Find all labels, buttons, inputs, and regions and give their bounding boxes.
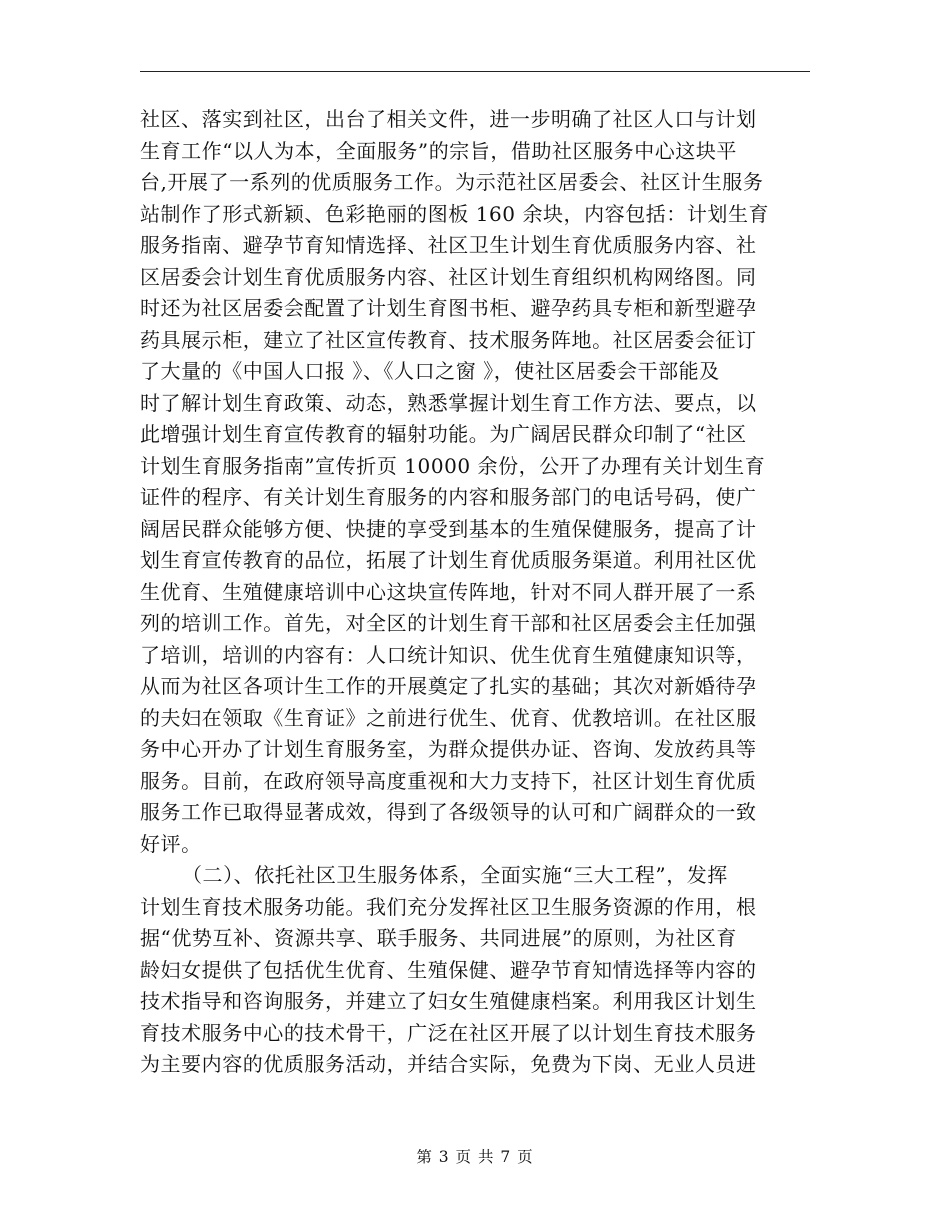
text-line: 龄妇女提供了包括优生优育、生殖保健、避孕节育知情选择等内容的: [140, 957, 757, 982]
text-line: 服务。目前，在政府领导高度重视和大力支持下，社区计划生育优质: [140, 768, 757, 793]
text-line: 为主要内容的优质服务活动，并结合实际，免费为下岗、无业人员进: [140, 1052, 757, 1076]
text-line: 划生育宣传教育的品位，拓展了计划生育优质服务渠道。利用社区优: [140, 548, 757, 572]
text-line: 的夫妇在领取《生育证》之前进行优生、优育、优教培训。在社区服: [140, 705, 757, 730]
text-line: 阔居民群众能够方便、快捷的享受到基本的生殖保健服务，提高了计: [140, 516, 757, 541]
text-line: 时还为社区居委会配置了计划生育图书柜、避孕药具专柜和新型避孕: [140, 296, 757, 320]
text-line: 区居委会计划生育优质服务内容、社区计划生育组织机构网络图。同: [140, 264, 757, 289]
text-line: 列的培训工作。首先，对全区的计划生育干部和社区居委会主任加强: [140, 611, 757, 635]
text-line: 据“优势互补、资源共享、联手服务、共同进展”的原则，为社区育: [140, 926, 737, 950]
text-line: 育技术服务中心的技术骨干，广泛在社区开展了以计划生育技术服务: [140, 1020, 757, 1045]
text-line: 务中心开办了计划生育服务室，为群众提供办证、咨询、发放药具等: [140, 737, 757, 761]
body-text: [140, 104, 820, 1081]
header-rule: [140, 71, 810, 72]
text-line: 好评。: [140, 831, 202, 856]
text-line: 了大量的《中国人口报 》、《人口之窗 》，使社区居委会干部能及: [140, 359, 720, 383]
page-number-footer: 第 3 页 共 7 页: [416, 1148, 534, 1166]
text-line: 生优育、生殖健康培训中心这块宣传阵地，针对不同人群开展了一系: [140, 579, 757, 604]
text-line: 此增强计划生育宣传教育的辐射功能。为广阔居民群众印制了“社区: [140, 422, 747, 446]
text-line: 服务工作已取得显著成效，得到了各级领导的认可和广阔群众的一致: [140, 800, 757, 824]
text-line: 药具展示柜，建立了社区宣传教育、技术服务阵地。社区居委会征订: [140, 327, 757, 352]
text-line: 计划生育技术服务功能。我们充分发挥社区卫生服务资源的作用，根: [140, 894, 757, 919]
text-line: 生育工作“以人为本，全面服务”的宗旨，借助社区服务中心这块平: [140, 138, 737, 163]
text-line: 证件的程序、有关计划生育服务的内容和服务部门的电话号码，使广: [140, 485, 757, 509]
text-line: 台,开展了一系列的优质服务工作。为示范社区居委会、社区计生服务: [140, 170, 764, 194]
text-line: 从而为社区各项计生工作的开展奠定了扎实的基础；其次对新婚待孕: [140, 674, 757, 698]
text-line: 了培训，培训的内容有：人口统计知识、优生优育生殖健康知识等，: [140, 642, 757, 667]
text-line: 社区、落实到社区，出台了相关文件，进一步明确了社区人口与计划: [140, 107, 757, 131]
text-line: 时了解计划生育政策、动态，熟悉掌握计划生育工作方法、要点，以: [140, 390, 757, 415]
text-line: 技术指导和咨询服务，并建立了妇女生殖健康档案。利用我区计划生: [140, 989, 757, 1013]
text-line: 服务指南、避孕节育知情选择、社区卫生计划生育优质服务内容、社: [140, 233, 757, 257]
text-line: 站制作了形式新颖、色彩艳丽的图板 160 余块，内容包括：计划生育: [140, 201, 770, 226]
section-heading-line: （二）、依托社区卫生服务体系，全面实施“三大工程”，发挥: [182, 863, 728, 887]
text-line: 计划生育服务指南”宣传折页 10000 余份，公开了办理有关计划生育: [140, 453, 766, 478]
